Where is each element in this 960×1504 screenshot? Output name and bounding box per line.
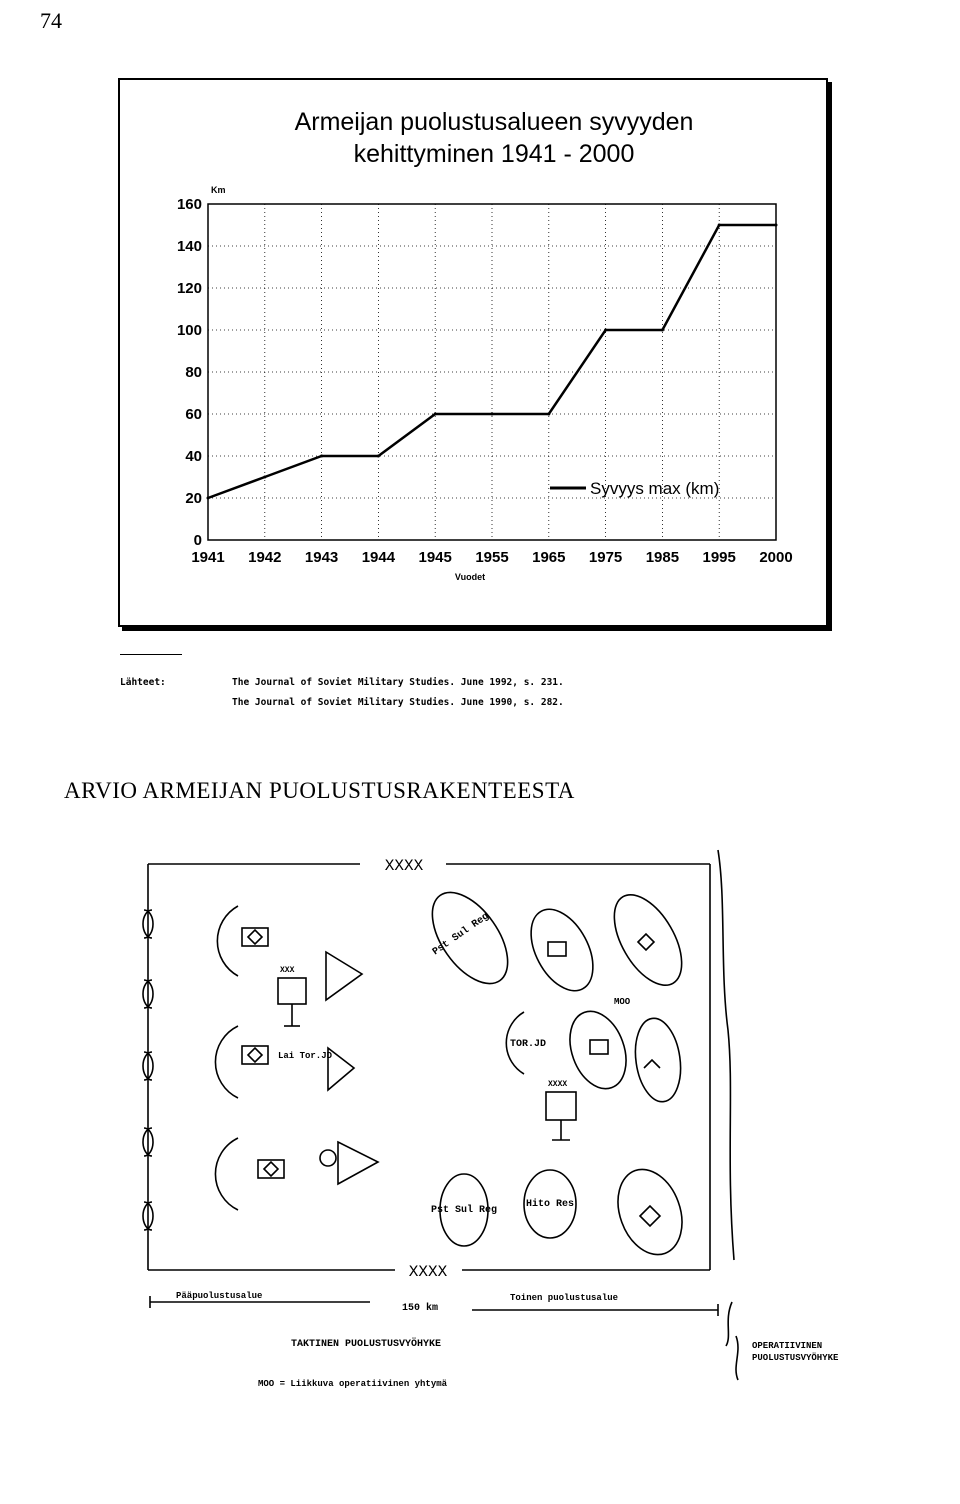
label-second-zone: Toinen puolustusalue (510, 1293, 619, 1303)
data-point (661, 329, 664, 332)
defense-structure-diagram (120, 840, 920, 1400)
y-tick-label: 0 (193, 532, 202, 549)
label-pst-sul-reg-upper: Pst Sul Reg (430, 911, 492, 959)
oval-pst-sul-reg-upper (417, 879, 523, 996)
source-line-1: The Journal of Soviet Military Studies. June 1992, s. 231. (232, 677, 564, 688)
defense-arc-1 (217, 906, 238, 976)
x-tick-label: 1995 (702, 549, 736, 566)
sources-label: Lähteet: (120, 677, 166, 688)
label-pst-sul-reg-lower: Pst Sul Reg (430, 1205, 498, 1216)
label-tactical-zone: TAKTINEN PUOLUSTUSVYÖHYKE (290, 1339, 442, 1350)
label-main-zone: Pääpuolustusalue (176, 1291, 263, 1301)
x-tick-label: 1965 (532, 549, 566, 566)
oval-unit-8 (607, 1160, 693, 1263)
hq-flag-1 (278, 978, 306, 1004)
x-tick-label: 1944 (361, 549, 396, 566)
hq-flag-2 (546, 1092, 576, 1120)
y-tick-label: 140 (176, 238, 202, 255)
x-tick-label: 2000 (759, 549, 793, 566)
label-xxx-1: XXX (280, 966, 295, 975)
x-tick-label: 1942 (248, 549, 282, 566)
y-tick-labels (177, 196, 202, 549)
x-tick-label: 1985 (645, 549, 680, 566)
x-tick-label: 1975 (588, 549, 623, 566)
top-marker: XXXX (384, 857, 424, 875)
defense-arc-3 (215, 1138, 238, 1210)
label-hito-res: Hito Res (525, 1199, 575, 1210)
y-tick-label: 40 (185, 448, 202, 465)
y-tick-label: 20 (185, 490, 202, 507)
artillery-triangle-3 (338, 1142, 378, 1184)
bottom-marker: XXXX (408, 1263, 448, 1281)
data-point (263, 476, 266, 479)
y-tick-label: 120 (176, 280, 202, 297)
data-point (604, 329, 607, 332)
label-tor-jd: TOR.JD (510, 1039, 547, 1050)
label-moo-definition: MOO = Liikkuva operatiivinen yhtymä (258, 1379, 448, 1389)
x-tick-label: 1945 (418, 549, 452, 566)
label-distance: 150 km (401, 1303, 439, 1314)
y-tick-label: 80 (185, 364, 202, 381)
artillery-triangle-1 (326, 952, 362, 1000)
data-point (207, 497, 210, 500)
chart-frame (118, 78, 828, 627)
diagram-heading: ARVIO ARMEIJAN PUOLUSTUSRAKENTEESTA (64, 778, 575, 803)
data-point (434, 413, 437, 416)
page-number: 74 (40, 8, 62, 33)
oval-unit-5 (630, 1015, 685, 1104)
chart-title-line2: kehittyminen 1941 - 2000 (353, 140, 635, 168)
x-tick-label: 1943 (304, 549, 339, 566)
data-point (377, 455, 380, 458)
label-xxx-2: XXXX (548, 1080, 568, 1089)
y-tick-label: 60 (185, 406, 202, 423)
x-tick-labels (191, 549, 792, 566)
oval-unit-2 (518, 899, 605, 1001)
data-point (718, 224, 721, 227)
y-tick-label: 160 (176, 196, 202, 213)
source-line-2: The Journal of Soviet Military Studies. June 1990, s. 282. (232, 697, 564, 708)
data-point (775, 224, 778, 227)
defense-arc-2 (215, 1026, 238, 1098)
y-tick-label: 100 (176, 322, 202, 339)
x-tick-label: 1941 (191, 549, 225, 566)
label-operative-zone-1: OPERATIIVINEN (752, 1341, 823, 1351)
label-moo: MOO (614, 997, 631, 1007)
data-point (547, 413, 550, 416)
x-axis-label: Vuodet (454, 572, 486, 582)
chart-title-line1: Armeijan puolustusalueen syvyyden (294, 108, 694, 136)
sources-rule (120, 654, 182, 655)
data-point (491, 413, 494, 416)
oval-moo (600, 884, 695, 997)
series-line (208, 225, 776, 498)
label-operative-zone-2: PUOLUSTUSVYÖHYKE (752, 1353, 839, 1363)
label-lai-torjd: Lai Tor.JD (278, 1051, 333, 1061)
oval-unit-4 (560, 1004, 636, 1097)
x-tick-label: 1955 (475, 549, 509, 566)
chart-svg (120, 80, 826, 625)
legend-label: Syvyys max (km) (590, 479, 720, 498)
data-point (320, 455, 323, 458)
right-boundary-curve (718, 850, 734, 1260)
y-unit-label: Km (211, 185, 226, 195)
